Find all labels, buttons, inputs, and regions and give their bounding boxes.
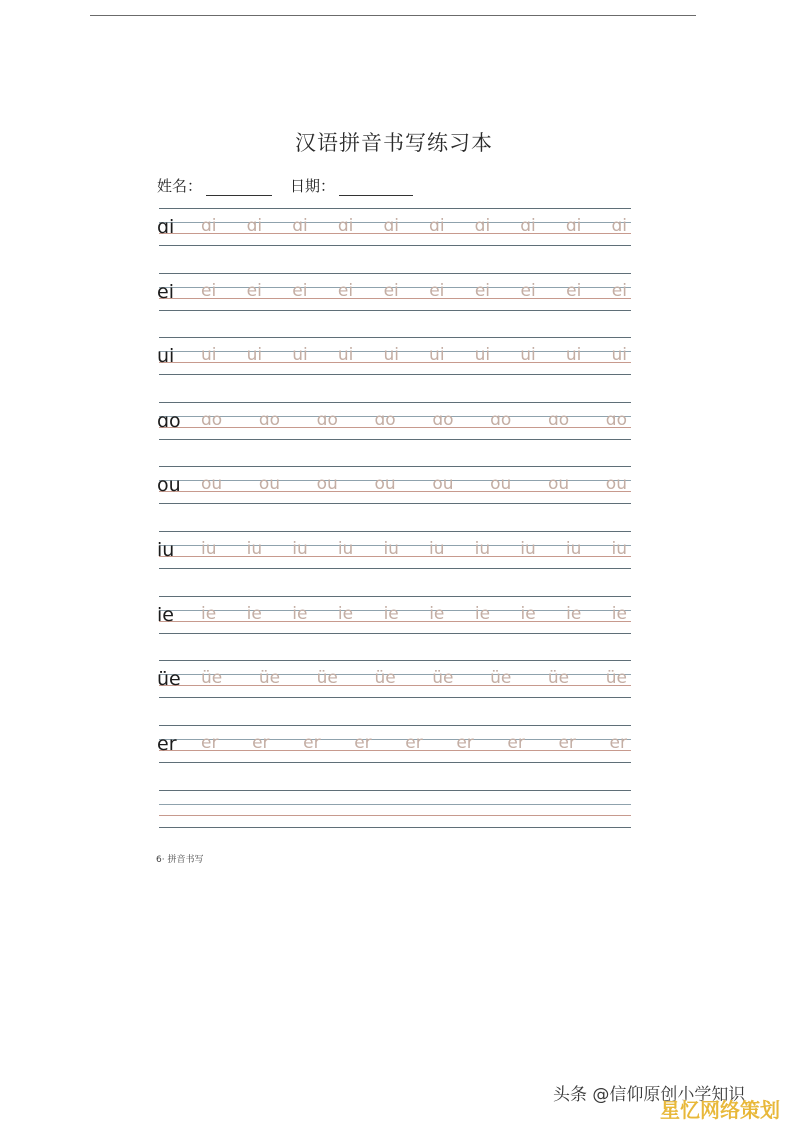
date-field[interactable]	[290, 175, 413, 196]
trace-syllable: ɑi	[337, 216, 354, 236]
practice-row[interactable]	[159, 208, 631, 256]
trace-syllable: ei	[337, 280, 354, 301]
model-syllable: ui	[157, 345, 175, 368]
guide-line	[159, 466, 631, 467]
trace-group	[201, 667, 627, 689]
trace-syllable: ɑi	[246, 216, 263, 236]
trace-syllable: ie	[201, 603, 217, 624]
trace-syllable: ɑo	[547, 409, 570, 430]
trace-syllable: ɑo	[432, 409, 454, 430]
trace-syllable: ɑo	[316, 409, 338, 430]
guide-line	[159, 827, 631, 828]
guide-line	[159, 660, 631, 661]
guide-line	[159, 374, 631, 375]
trace-syllable: iu	[337, 539, 354, 559]
trace-syllable: ɑi	[201, 216, 217, 236]
guide-line	[159, 790, 631, 791]
trace-syllable: iu	[246, 539, 263, 559]
watermark-text: 头条 @信仰原创小学知识	[553, 1085, 746, 1105]
trace-syllable: ei	[201, 280, 217, 301]
model-syllable: ɑo	[157, 409, 181, 432]
trace-syllable: er	[507, 732, 525, 753]
trace-syllable: ɑi	[429, 216, 445, 236]
trace-syllable: ie	[474, 603, 491, 624]
guide-line	[159, 697, 631, 698]
trace-syllable: ei	[246, 280, 262, 301]
trace-syllable: ie	[383, 603, 399, 624]
trace-syllable: ɑo	[258, 409, 281, 430]
trace-group	[201, 344, 627, 366]
trace-syllable: ei	[520, 280, 536, 301]
guide-line	[159, 725, 631, 726]
trace-group	[201, 473, 627, 495]
guide-line	[159, 439, 631, 440]
blank-practice-row[interactable]	[159, 790, 631, 830]
model-syllable: üe	[157, 668, 181, 691]
trace-syllable: ie	[246, 603, 262, 624]
trace-syllable: ie	[337, 603, 354, 624]
trace-group	[201, 280, 627, 302]
trace-syllable: ie	[611, 603, 627, 624]
date-label: 日期：	[290, 177, 336, 195]
trace-syllable: iu	[520, 539, 536, 559]
trace-syllable: er	[354, 732, 372, 753]
trace-syllable: ɑo	[374, 409, 396, 430]
trace-syllable: ɑi	[565, 216, 582, 236]
worksheet-title: 汉语拼音书写练习本	[295, 131, 493, 155]
model-syllable: er	[157, 732, 177, 755]
trace-syllable: ei	[566, 280, 582, 301]
name-field[interactable]	[157, 175, 272, 196]
trace-group	[201, 538, 627, 560]
trace-syllable: ou	[258, 474, 281, 495]
trace-syllable: ɑi	[383, 216, 399, 236]
trace-syllable: iu	[383, 539, 399, 559]
trace-syllable: iu	[474, 539, 491, 559]
trace-syllable: üe	[374, 668, 396, 689]
trace-syllable: üe	[258, 668, 281, 689]
trace-syllable: er	[252, 732, 270, 753]
trace-syllable: ei	[611, 280, 627, 301]
trace-group	[201, 215, 627, 237]
guide-line	[159, 337, 631, 338]
trace-syllable: er	[405, 732, 423, 753]
trace-syllable: er	[609, 732, 627, 753]
trace-syllable: ɑi	[611, 216, 627, 236]
trace-syllable: ou	[316, 474, 338, 495]
trace-syllable: ou	[374, 474, 396, 495]
trace-syllable: ou	[201, 474, 223, 495]
trace-syllable: ou	[432, 474, 454, 495]
model-syllable: ie	[157, 603, 174, 626]
model-syllable: ei	[157, 280, 174, 303]
trace-syllable: iu	[429, 539, 445, 559]
practice-row[interactable]	[159, 660, 631, 708]
trace-syllable: ou	[547, 474, 570, 495]
trace-syllable: ɑi	[474, 216, 491, 236]
guide-line	[159, 815, 631, 816]
practice-row[interactable]	[159, 466, 631, 514]
name-label: 姓名：	[157, 177, 203, 195]
trace-syllable: ie	[429, 603, 445, 624]
model-syllable: ou	[157, 474, 181, 497]
trace-syllable: ɑo	[490, 409, 512, 430]
trace-syllable: er	[201, 732, 219, 753]
trace-syllable: ui	[565, 345, 582, 366]
worksheet-sheet	[148, 100, 640, 880]
guide-line	[159, 596, 631, 597]
trace-group	[201, 732, 627, 754]
trace-syllable: ɑo	[201, 409, 223, 430]
guide-line	[159, 568, 631, 569]
page-footer: 6· 拼音书写	[156, 855, 204, 865]
trace-syllable: üe	[605, 668, 627, 689]
trace-syllable: ei	[429, 280, 445, 301]
guide-line	[159, 402, 631, 403]
trace-syllable: ɑo	[605, 409, 627, 430]
trace-syllable: iu	[611, 539, 627, 559]
trace-syllable: ɑi	[520, 216, 536, 236]
trace-syllable: ui	[474, 345, 491, 366]
trace-syllable: ui	[337, 345, 354, 366]
guide-line	[159, 531, 631, 532]
guide-line	[159, 503, 631, 504]
trace-syllable: ui	[383, 345, 399, 366]
trace-syllable: iu	[201, 539, 217, 559]
trace-syllable: er	[456, 732, 474, 753]
trace-syllable: ui	[246, 345, 263, 366]
brand-logo: 星忆网络策划	[660, 1098, 780, 1122]
guide-line	[159, 762, 631, 763]
trace-syllable: ui	[429, 345, 445, 366]
trace-syllable: üe	[490, 668, 512, 689]
trace-syllable: ie	[566, 603, 582, 624]
trace-syllable: ui	[520, 345, 536, 366]
trace-syllable: ie	[292, 603, 308, 624]
trace-syllable: iu	[565, 539, 582, 559]
trace-syllable: üe	[201, 668, 223, 689]
trace-syllable: ou	[605, 474, 627, 495]
trace-syllable: er	[558, 732, 576, 753]
model-syllable: iu	[157, 539, 175, 561]
model-syllable: ɑi	[157, 216, 175, 238]
practice-row[interactable]	[159, 337, 631, 385]
trace-syllable: üe	[432, 668, 454, 689]
guide-line	[159, 804, 631, 805]
trace-syllable: üe	[316, 668, 338, 689]
name-blank[interactable]	[206, 179, 272, 196]
guide-line	[159, 310, 631, 311]
trace-syllable: ui	[611, 345, 627, 366]
trace-syllable: ɑi	[292, 216, 308, 236]
trace-syllable: ui	[292, 345, 308, 366]
trace-syllable: er	[303, 732, 321, 753]
guide-line	[159, 245, 631, 246]
practice-row[interactable]	[159, 402, 631, 450]
trace-syllable: ui	[201, 345, 217, 366]
trace-syllable: üe	[547, 668, 570, 689]
trace-group	[201, 409, 627, 431]
trace-syllable: ei	[292, 280, 308, 301]
guide-line	[159, 208, 631, 209]
top-divider	[90, 15, 696, 16]
guide-line	[159, 273, 631, 274]
trace-syllable: ei	[474, 280, 491, 301]
practice-row[interactable]	[159, 725, 631, 773]
trace-syllable: ie	[520, 603, 536, 624]
trace-syllable: ei	[383, 280, 399, 301]
practice-row[interactable]	[159, 596, 631, 644]
practice-row[interactable]	[159, 273, 631, 321]
trace-group	[201, 603, 627, 625]
guide-line	[159, 633, 631, 634]
trace-syllable: iu	[292, 539, 308, 559]
practice-row[interactable]	[159, 531, 631, 579]
date-blank[interactable]	[339, 179, 413, 196]
trace-syllable: ou	[490, 474, 512, 495]
